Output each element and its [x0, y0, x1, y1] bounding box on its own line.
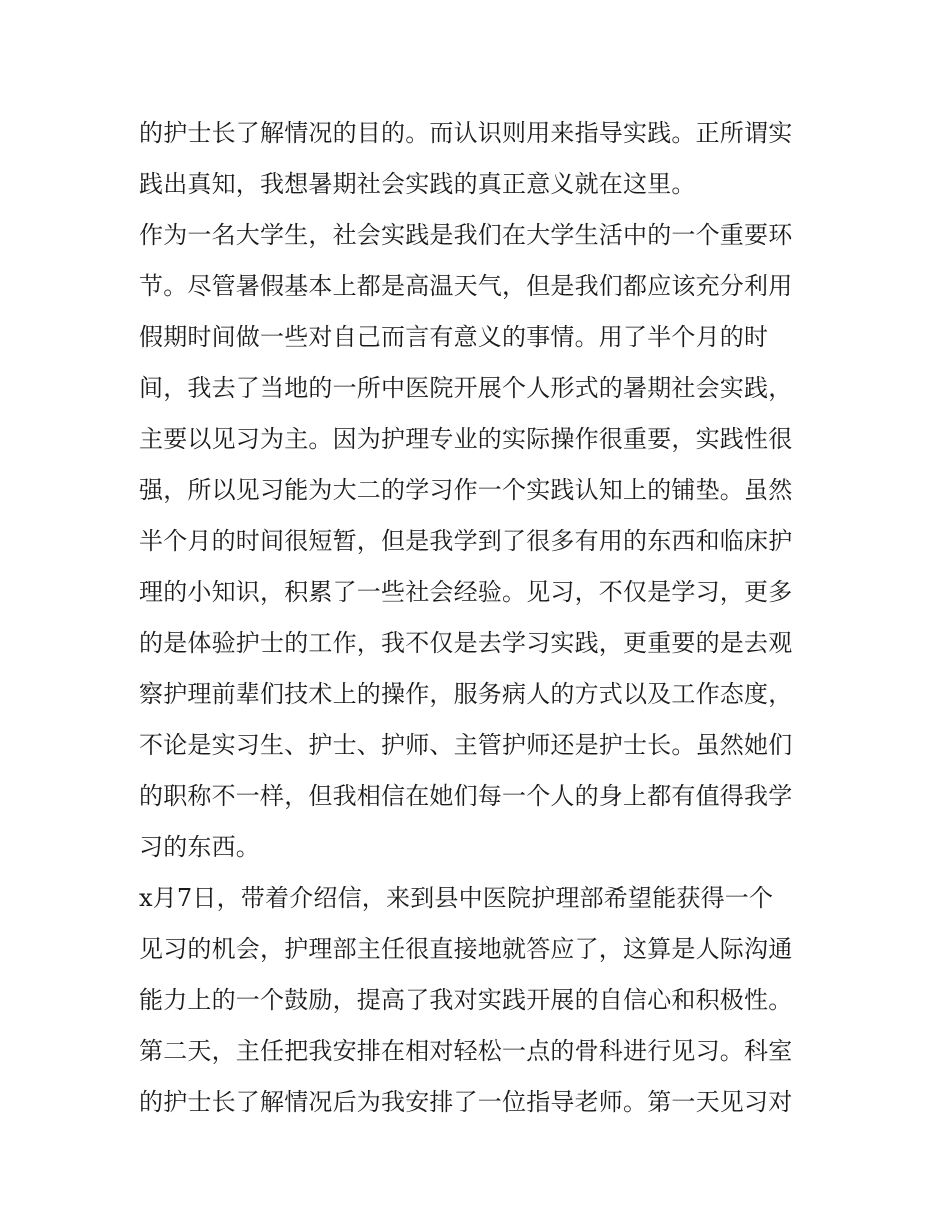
text-line: 的护士长了解情况后为我安排了一位指导老师。第一天见习对 — [139, 1088, 793, 1116]
text-line: 能力上的一个鼓励，提高了我对实践开展的自信心和积极性。 — [139, 986, 793, 1014]
text-line: 半个月的时间很短暂，但是我学到了很多有用的东西和临床护 — [139, 527, 793, 555]
text-line: 见习的机会，护理部主任很直接地就答应了，这算是人际沟通 — [139, 935, 793, 963]
text-line: 践出真知，我想暑期社会实践的真正意义就在这里。 — [139, 170, 696, 198]
text-line: x月7日，带着介绍信，来到县中医院护理部希望能获得一个 — [139, 884, 774, 912]
text-line: 节。尽管暑假基本上都是高温天气，但是我们都应该充分利用 — [139, 272, 793, 300]
text-line: 习的东西。 — [139, 833, 260, 861]
text-line: 的职称不一样，但我相信在她们每一个人的身上都有值得我学 — [139, 782, 793, 810]
text-line: 假期时间做一些对自己而言有意义的事情。用了半个月的时 — [139, 323, 769, 351]
text-line: 第二天，主任把我安排在相对轻松一点的骨科进行见习。科室 — [139, 1037, 793, 1065]
text-line: 作为一名大学生，社会实践是我们在大学生活中的一个重要环 — [139, 221, 793, 249]
text-line: 主要以见习为主。因为护理专业的实际操作很重要，实践性很 — [139, 425, 793, 453]
text-line: 不论是实习生、护士、护师、主管护师还是护士长。虽然她们 — [139, 731, 793, 759]
text-line: 间，我去了当地的一所中医院开展个人形式的暑期社会实践， — [139, 374, 793, 402]
body-text — [139, 108, 819, 1128]
text-line: 强，所以见习能为大二的学习作一个实践认知上的铺垫。虽然 — [139, 476, 793, 504]
text-line: 理的小知识，积累了一些社会经验。见习，不仅是学习，更多 — [139, 578, 793, 606]
text-line: 察护理前辈们技术上的操作，服务病人的方式以及工作态度， — [139, 680, 793, 708]
text-line: 的护士长了解情况的目的。而认识则用来指导实践。正所谓实 — [139, 119, 793, 147]
text-line: 的是体验护士的工作，我不仅是去学习实践，更重要的是去观 — [139, 629, 793, 657]
